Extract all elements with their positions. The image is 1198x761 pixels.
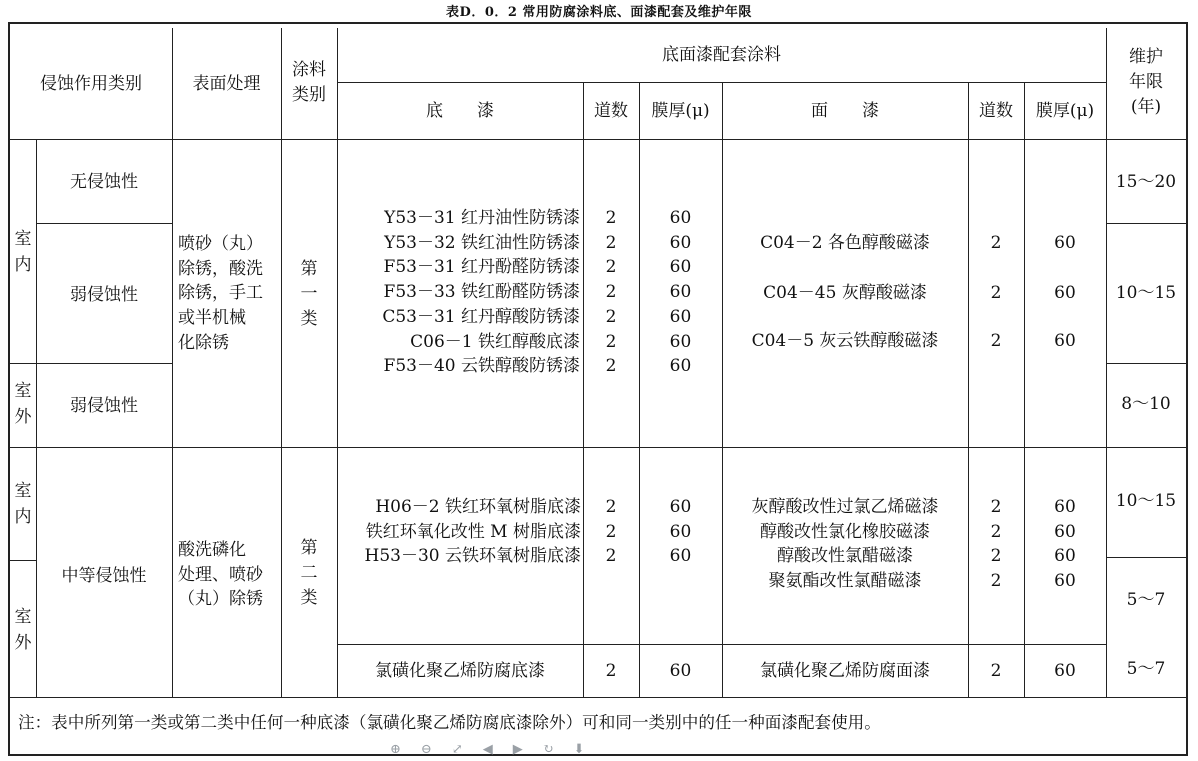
special-topcoat-coats: 2 — [990, 661, 1002, 681]
rule-years1-bottom — [1106, 223, 1186, 224]
thickness-value: 60 — [669, 331, 692, 352]
special-topcoat: 氯磺化聚乙烯防腐面漆 — [760, 661, 930, 681]
download-icon[interactable]: ⬇ — [573, 741, 585, 757]
coats-value: 2 — [990, 497, 1002, 517]
rule-location-right — [36, 139, 37, 697]
location-outdoor-1: 室外 — [14, 381, 32, 427]
topcoat-1-2: C04－5 灰云铁醇酸磁漆 — [751, 331, 939, 351]
rule-topcoat-right — [968, 82, 969, 697]
zoom-out-icon[interactable]: ⊖ — [420, 741, 432, 757]
thickness-value: 60 — [669, 257, 692, 278]
header-coats-primer: 道数 — [594, 101, 628, 121]
coats-value: 2 — [605, 497, 617, 517]
topcoat-1-0: C04－2 各色醇酸磁漆 — [760, 233, 930, 253]
header-topcoat: 面 漆 — [811, 101, 879, 121]
surface-treatment-2-line: 酸洗磷化 — [178, 540, 246, 560]
thickness-value: 60 — [669, 208, 692, 228]
thickness-value: 60 — [669, 356, 692, 377]
topcoat-item: 聚氨酯改性氯醋磁漆 — [768, 571, 922, 592]
category-weak-outdoor: 弱侵蚀性 — [70, 396, 138, 416]
coats-value: 2 — [605, 208, 617, 228]
thickness-value: 60 — [669, 521, 692, 542]
primer-item: H53－30 云铁环氧树脂底漆 — [364, 546, 581, 567]
rule-years3-bottom — [1106, 557, 1186, 558]
coats-value: 2 — [990, 546, 1002, 567]
primer-thickness-1 — [639, 206, 722, 379]
header-coats-topcoat: 道数 — [979, 101, 1013, 121]
thickness-value: 60 — [669, 546, 692, 567]
coats-value: 2 — [990, 571, 1002, 592]
coats-value: 2 — [605, 257, 617, 278]
viewer-toolbar — [390, 740, 850, 758]
header-surface-treatment: 表面处理 — [192, 74, 261, 94]
thickness-value: 60 — [1054, 497, 1076, 517]
location-outdoor-2: 室外 — [14, 607, 32, 653]
special-primer-thickness: 60 — [669, 661, 692, 681]
coats-value: 2 — [605, 282, 617, 303]
topcoat-coats-1-1: 2 — [990, 283, 1002, 303]
topcoat-item: 醇酸改性氯醋磁漆 — [777, 546, 913, 567]
topcoat-thickness-1-0: 60 — [1054, 233, 1076, 253]
rule-row2-bottom — [10, 363, 172, 364]
primer-item: F53－31 红丹酚醛防锈漆 — [383, 257, 580, 278]
next-icon[interactable]: ▶ — [512, 741, 523, 757]
location-indoor-2: 室内 — [14, 481, 32, 527]
primer-coats-2 — [583, 495, 639, 569]
category-medium: 中等侵蚀性 — [61, 566, 147, 586]
rule-class-right — [337, 28, 338, 697]
coats-value: 2 — [605, 232, 617, 253]
years-medium-outdoor: 5～7 — [1126, 590, 1166, 610]
topcoat-thickness-1-1: 60 — [1054, 283, 1076, 303]
special-primer-coats: 2 — [605, 661, 617, 681]
thickness-value: 60 — [669, 306, 692, 327]
thickness-value: 60 — [1054, 521, 1076, 542]
rule-group1-bottom — [10, 447, 1186, 448]
primer-item: H06－2 铁红环氧树脂底漆 — [375, 497, 581, 517]
primer-item: C53－31 红丹醇酸防锈漆 — [382, 306, 580, 327]
topcoat-coats-1-2: 2 — [990, 331, 1002, 351]
primer-item: C06－1 铁红醇酸底漆 — [410, 331, 580, 352]
special-topcoat-thickness: 60 — [1054, 661, 1076, 681]
primer-thickness-2 — [639, 495, 722, 569]
thickness-value: 60 — [1054, 571, 1076, 592]
table-note: 注：表中所列第一类或第二类中任何一种底漆（氯磺化聚乙烯防腐底漆除外）可和同一类别中的任一种面漆配套使用。 — [18, 713, 881, 732]
thickness-value: 60 — [1054, 546, 1076, 567]
thickness-value: 60 — [669, 282, 692, 303]
primer-item: F53－40 云铁醇酸防锈漆 — [383, 356, 580, 377]
years-none: 15～20 — [1115, 172, 1177, 192]
coats-value: 2 — [605, 521, 617, 542]
header-thickness-topcoat: 膜厚(μ) — [1035, 101, 1095, 121]
coats-value: 2 — [605, 331, 617, 352]
coats-value: 2 — [605, 546, 617, 567]
topcoat-thickness-1-2: 60 — [1054, 331, 1076, 351]
topcoat-coats-1-0: 2 — [990, 233, 1002, 253]
surface-treatment-1-line: 或半机械 — [178, 308, 246, 329]
header-erosion-category: 侵蚀作用类别 — [40, 74, 142, 94]
coats-value: 2 — [605, 356, 617, 377]
years-weak-indoor: 10～15 — [1115, 283, 1177, 303]
table-frame — [8, 22, 1188, 756]
coats-value: 2 — [990, 521, 1002, 542]
years-medium-indoor: 10～15 — [1115, 491, 1177, 511]
surface-treatment-1-line: 除锈，酸洗 — [178, 258, 263, 279]
topcoat-item: 醇酸改性氯化橡胶磁漆 — [760, 521, 930, 542]
rotate-icon[interactable]: ↻ — [542, 741, 554, 757]
primer-coats-1 — [583, 206, 639, 379]
header-primer: 底 漆 — [426, 101, 494, 121]
special-years: 5～7 — [1126, 659, 1166, 679]
rule-coats2-right — [1024, 82, 1025, 697]
rule-coats1-right — [639, 82, 640, 697]
surface-treatment-2-line: 处理、喷砂 — [178, 564, 263, 585]
rule-row1-bottom — [36, 223, 172, 224]
primer-item: 铁红环氧化改性 M 树脂底漆 — [365, 521, 581, 542]
surface-treatment-1 — [178, 232, 278, 356]
surface-treatment-1-line: 化除锈 — [178, 332, 229, 353]
coats-value: 2 — [605, 306, 617, 327]
rule-indoor2-bottom — [10, 560, 36, 561]
primer-item: F53－33 铁红酚醛防锈漆 — [383, 282, 580, 303]
surface-treatment-1-line: 除锈，手工 — [178, 283, 263, 304]
header-maintenance-years: 维护 年限 (年) — [1129, 47, 1163, 117]
rule-category-right — [172, 28, 173, 697]
previous-icon[interactable]: ◀ — [482, 741, 493, 757]
topcoat-item: 灰醇酸改性过氯乙烯磁漆 — [751, 497, 939, 517]
rule-primer-right — [583, 82, 584, 697]
years-weak-outdoor: 8～10 — [1121, 394, 1171, 414]
primer-item: Y53－31 红丹油性防锈漆 — [384, 208, 580, 228]
header-thickness-primer: 膜厚(μ) — [651, 101, 710, 121]
surface-treatment-2 — [178, 538, 278, 612]
rule-years2-bottom — [1106, 363, 1186, 364]
category-weak-indoor: 弱侵蚀性 — [70, 285, 138, 305]
rule-table-bottom — [10, 697, 1186, 698]
location-indoor-1: 室内 — [14, 229, 32, 275]
header-matching-group: 底面漆配套涂料 — [662, 45, 781, 65]
primer-list-1 — [340, 206, 580, 379]
rule-thickness1-right — [722, 82, 723, 697]
topcoat-1-1: C04－45 灰醇酸磁漆 — [763, 283, 927, 303]
header-coating-class: 涂料 类别 — [292, 60, 326, 105]
topcoat-thickness-2 — [1024, 495, 1106, 594]
coating-class-1: 第 一 类 — [300, 259, 318, 329]
surface-treatment-2-line: （丸）除锈 — [178, 589, 263, 610]
topcoat-list-2 — [722, 495, 968, 594]
primer-item: Y53－32 铁红油性防锈漆 — [384, 232, 580, 253]
table-title: 表D．0．2 常用防腐涂料底、面漆配套及维护年限 — [446, 5, 752, 20]
zoom-in-icon[interactable]: ⊕ — [390, 741, 401, 757]
surface-treatment-1-line: 喷砂（丸） — [178, 234, 263, 254]
thickness-value: 60 — [669, 232, 692, 253]
topcoat-coats-2 — [968, 495, 1024, 594]
thickness-value: 60 — [669, 497, 692, 517]
primer-list-2 — [338, 495, 581, 569]
rule-header-bottom — [10, 139, 1186, 140]
category-none: 无侵蚀性 — [70, 172, 138, 192]
expand-icon[interactable]: ⤢ — [451, 741, 463, 757]
special-primer: 氯磺化聚乙烯防腐底漆 — [375, 661, 545, 681]
coating-class-2: 第 二 类 — [300, 538, 318, 608]
